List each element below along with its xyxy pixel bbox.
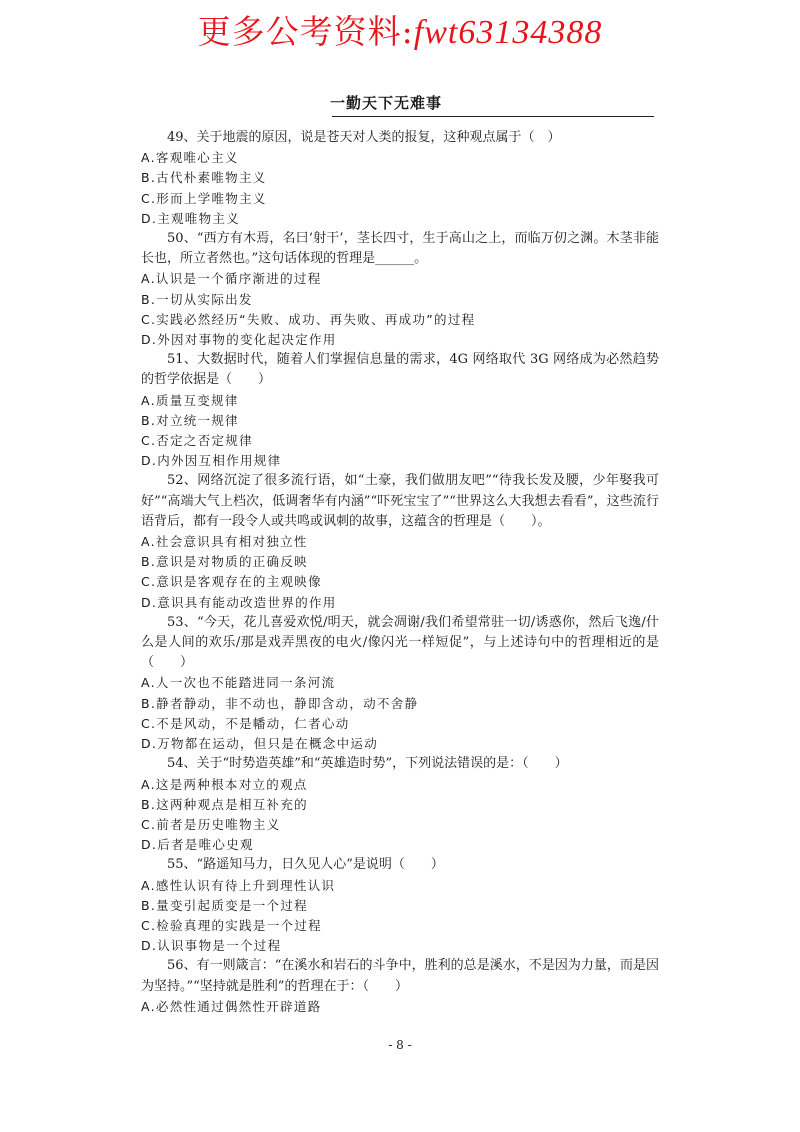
- option-d: D.外因对事物的变化起决定作用: [141, 332, 337, 348]
- option-c: C.形而上学唯物主义: [141, 190, 267, 206]
- option-a: A.必然性通过偶然性开辟道路: [141, 998, 322, 1014]
- option-b: B.意识是对物质的正确反映: [141, 554, 308, 570]
- question-55: [141, 855, 659, 956]
- option-a: A.社会意识具有相对独立性: [141, 534, 308, 550]
- question-stem: 50、“西方有木焉，名曰‘射干’，茎长四寸，生于高山之上，而临万仞之渊。木茎非能长也，所立者然也。”这句话体现的哲理是______。: [141, 231, 659, 267]
- option-d: D.万物都在运动，但只是在概念中运动: [141, 736, 378, 752]
- question-52: [141, 471, 659, 612]
- question-stem: 53、“今天，花儿喜爱欢悦/明天，就会凋谢/我们希望常驻一切/诱惑你，然后飞逸/什么是人间的欢乐/那是戏弄黑夜的电火/像闪光一样短促”，与上述诗句中的哲理相近的是（ ）: [141, 614, 659, 671]
- page-header: [132, 92, 654, 114]
- banner-contact: fwt63134388: [413, 14, 603, 51]
- option-a: A.质量互变规律: [141, 392, 239, 408]
- question-stem: 52、网络沉淀了很多流行语，如“土豪，我们做朋友吧”“待我长发及腰，少年娶我可好”“高端大气上档次，低调奢华有内涵”“吓死宝宝了”“世界这么大我想去看看”，这些流行语背后，都有一段令人或共鸣或讽刺的故事，这蕴含的哲理是（ ）。: [141, 473, 659, 529]
- question-56: [141, 956, 659, 1017]
- option-d: D.后者是唯心史观: [141, 837, 254, 853]
- option-c: C.意识是客观存在的主观映像: [141, 574, 322, 590]
- option-a: A.客观唯心主义: [141, 150, 239, 166]
- question-50: [141, 229, 659, 350]
- option-d: D.认识事物是一个过程: [141, 938, 282, 954]
- question-stem: 51、大数据时代，随着人们掌握信息量的需求，4G 网络取代 3G 网络成为必然趋势的哲学依据是（ ）: [141, 352, 659, 388]
- question-stem: 56、有一则箴言：“在溪水和岩石的斗争中，胜利的总是溪水，不是因为力量，而是因为坚持。”“坚持就是胜利”的哲理在于：（ ）: [141, 958, 659, 994]
- option-b: B.静者静动，非不动也，静即含动，动不舍静: [141, 695, 419, 711]
- question-51: [141, 350, 659, 471]
- question-54: [141, 754, 659, 855]
- option-a: A.感性认识有待上升到理性认识: [141, 877, 336, 893]
- question-list: [141, 128, 659, 1017]
- option-c: C.不是风动，不是幡动，仁者心动: [141, 715, 350, 731]
- option-a: A.认识是一个循序渐进的过程: [141, 271, 322, 287]
- promo-banner: [0, 6, 800, 53]
- option-c: C.实践必然经历“失败、成功、再失败、再成功”的过程: [141, 311, 476, 327]
- option-b: B.这两种观点是相互补充的: [141, 796, 308, 812]
- option-b: B.对立统一规律: [141, 412, 239, 428]
- header-rule: [332, 116, 654, 117]
- question-53: [141, 613, 659, 754]
- option-d: D.意识具有能动改造世界的作用: [141, 594, 337, 610]
- banner-prefix: 更多公考资料:: [197, 12, 414, 51]
- question-stem: 54、关于“时势造英雄”和“英雄造时势”，下列说法错误的是：（ ）: [167, 756, 568, 772]
- option-b: B.古代朴素唯物主义: [141, 170, 267, 186]
- option-a: A.这是两种根本对立的观点: [141, 776, 308, 792]
- option-c: C.否定之否定规律: [141, 433, 253, 449]
- option-d: D.内外因互相作用规律: [141, 453, 282, 469]
- option-b: B.一切从实际出发: [141, 291, 253, 307]
- option-d: D.主观唯物主义: [141, 210, 240, 226]
- option-c: C.检验真理的实践是一个过程: [141, 917, 322, 933]
- page-number: - 8 -: [388, 1038, 412, 1052]
- option-a: A.人一次也不能踏进同一条河流: [141, 675, 336, 691]
- question-49: [141, 128, 659, 229]
- question-stem: 49、关于地震的原因，说是苍天对人类的报复，这种观点属于（ ）: [167, 130, 561, 145]
- question-stem: 55、“路遥知马力，日久见人心”是说明（ ）: [167, 857, 444, 873]
- option-b: B.量变引起质变是一个过程: [141, 897, 308, 913]
- option-c: C.前者是历史唯物主义: [141, 816, 281, 832]
- header-title: 一勤天下无难事: [329, 94, 442, 112]
